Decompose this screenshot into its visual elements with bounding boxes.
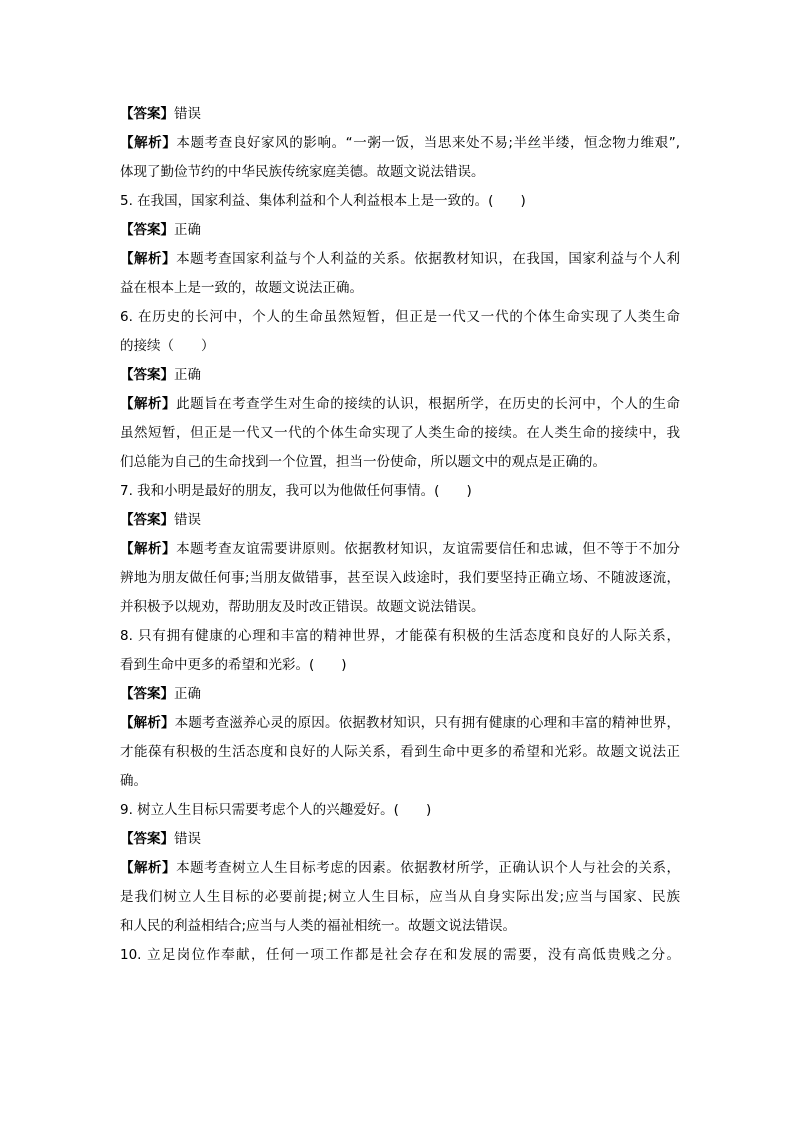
answer-label: 【答案】 bbox=[120, 106, 174, 122]
line-text: 错误 bbox=[174, 512, 201, 528]
paragraph-text: 看到生命中更多的希望和光彩。( ) bbox=[120, 657, 347, 673]
line-text: 正确 bbox=[174, 686, 201, 702]
paragraph-text: 5. 在我国，国家利益、集体利益和个人利益根本上是一致的。( ) bbox=[120, 193, 526, 209]
answer-label: 【答案】 bbox=[120, 222, 174, 238]
paragraph-text: 的接续（ ） bbox=[120, 338, 215, 354]
text-line bbox=[120, 593, 680, 622]
text-line bbox=[120, 912, 680, 941]
paragraph-text: 虽然短暂，但正是一代又一代的个体生命实现了人类生命的接续。在人类生命的接续中，我 bbox=[120, 425, 680, 441]
line-text: 本题考查树立人生目标考虑的因素。依据教材所学，正确认识个人与社会的关系， bbox=[176, 860, 680, 876]
text-line bbox=[120, 564, 680, 593]
line-text: 错误 bbox=[174, 106, 201, 122]
paragraph-text: 体现了勤俭节约的中华民族传统家庭美德。故题文说法错误。 bbox=[120, 164, 485, 180]
line-text: 正确 bbox=[174, 222, 201, 238]
text-line bbox=[120, 187, 680, 216]
analysis-label: 【解析】 bbox=[120, 860, 177, 876]
text-line bbox=[120, 825, 680, 854]
analysis-label: 【解析】 bbox=[120, 135, 177, 151]
text-line bbox=[120, 303, 680, 332]
text-line bbox=[120, 680, 680, 709]
text-line bbox=[120, 245, 680, 274]
paragraph-text: 们总能为自己的生命找到一个位置，担当一份使命，所以题文中的观点是正确的。 bbox=[120, 454, 606, 470]
text-line bbox=[120, 216, 680, 245]
text-line bbox=[120, 506, 680, 535]
text-line bbox=[120, 796, 680, 825]
text-line bbox=[120, 738, 680, 767]
text-line bbox=[120, 854, 680, 883]
paragraph-text: 和人民的利益相结合;应当与人类的福祉相统一。故题文说法错误。 bbox=[120, 918, 517, 934]
line-text: 本题考查良好家风的影响。“一粥一饭，当思来处不易;半丝半缕，恒念物力维艰”, bbox=[176, 135, 680, 151]
paragraph-text: 益在根本上是一致的，故题文说法正确。 bbox=[120, 280, 363, 296]
line-text: 此题旨在考查学生对生命的接续的认识，根据所学，在历史的长河中，个人的生命 bbox=[176, 396, 680, 412]
text-line bbox=[120, 419, 680, 448]
paragraph-text: 并积极予以规劝，帮助朋友及时改正错误。故题文说法错误。 bbox=[120, 599, 485, 615]
text-line bbox=[120, 390, 680, 419]
document-body bbox=[120, 100, 680, 970]
text-line bbox=[120, 332, 680, 361]
analysis-label: 【解析】 bbox=[120, 541, 177, 557]
text-line bbox=[120, 883, 680, 912]
answer-label: 【答案】 bbox=[120, 831, 174, 847]
text-line bbox=[120, 477, 680, 506]
text-line bbox=[120, 361, 680, 390]
text-line bbox=[120, 767, 680, 796]
paragraph-text: 是我们树立人生目标的必要前提;树立人生目标，应当从自身实际出发;应当与国家、民族 bbox=[120, 889, 680, 905]
text-line bbox=[120, 129, 680, 158]
line-text: 错误 bbox=[174, 831, 201, 847]
text-line bbox=[120, 274, 680, 303]
paragraph-text: 确。 bbox=[120, 773, 147, 789]
line-text: 本题考查国家利益与个人利益的关系。依据教材知识，在我国，国家利益与个人利 bbox=[176, 251, 680, 267]
text-line bbox=[120, 651, 680, 680]
text-line bbox=[120, 622, 680, 651]
text-line bbox=[120, 158, 680, 187]
paragraph-text: 10. 立足岗位作奉献，任何一项工作都是社会存在和发展的需要，没有高低贵贱之分。 bbox=[120, 947, 680, 963]
line-text: 正确 bbox=[174, 367, 201, 383]
paragraph-text: 7. 我和小明是最好的朋友，我可以为他做任何事情。( ) bbox=[120, 483, 472, 499]
paragraph-text: 6. 在历史的长河中，个人的生命虽然短暂，但正是一代又一代的个体生命实现了人类生命 bbox=[120, 309, 680, 325]
text-line bbox=[120, 535, 680, 564]
analysis-label: 【解析】 bbox=[120, 715, 175, 731]
line-text: 本题考查友谊需要讲原则。依据教材知识，友谊需要信任和忠诚，但不等于不加分 bbox=[176, 541, 680, 557]
answer-label: 【答案】 bbox=[120, 512, 174, 528]
answer-label: 【答案】 bbox=[120, 367, 174, 383]
paragraph-text: 辨地为朋友做任何事;当朋友做错事，甚至误入歧途时，我们要坚持正确立场、不随波逐流， bbox=[120, 570, 680, 586]
paragraph-text: 9. 树立人生目标只需要考虑个人的兴趣爱好。( ) bbox=[120, 802, 432, 818]
paragraph-text: 才能葆有积极的生活态度和良好的人际关系，看到生命中更多的希望和光彩。故题文说法正 bbox=[120, 744, 680, 760]
analysis-label: 【解析】 bbox=[120, 396, 177, 412]
text-line bbox=[120, 448, 680, 477]
text-line bbox=[120, 100, 680, 129]
paragraph-text: 8. 只有拥有健康的心理和丰富的精神世界，才能葆有积极的生活态度和良好的人际关系， bbox=[120, 628, 680, 644]
text-line bbox=[120, 709, 680, 738]
answer-label: 【答案】 bbox=[120, 686, 174, 702]
text-line bbox=[120, 941, 680, 970]
line-text: 本题考查滋养心灵的原因。依据教材知识，只有拥有健康的心理和丰富的精神世界， bbox=[174, 715, 680, 731]
analysis-label: 【解析】 bbox=[120, 251, 177, 267]
